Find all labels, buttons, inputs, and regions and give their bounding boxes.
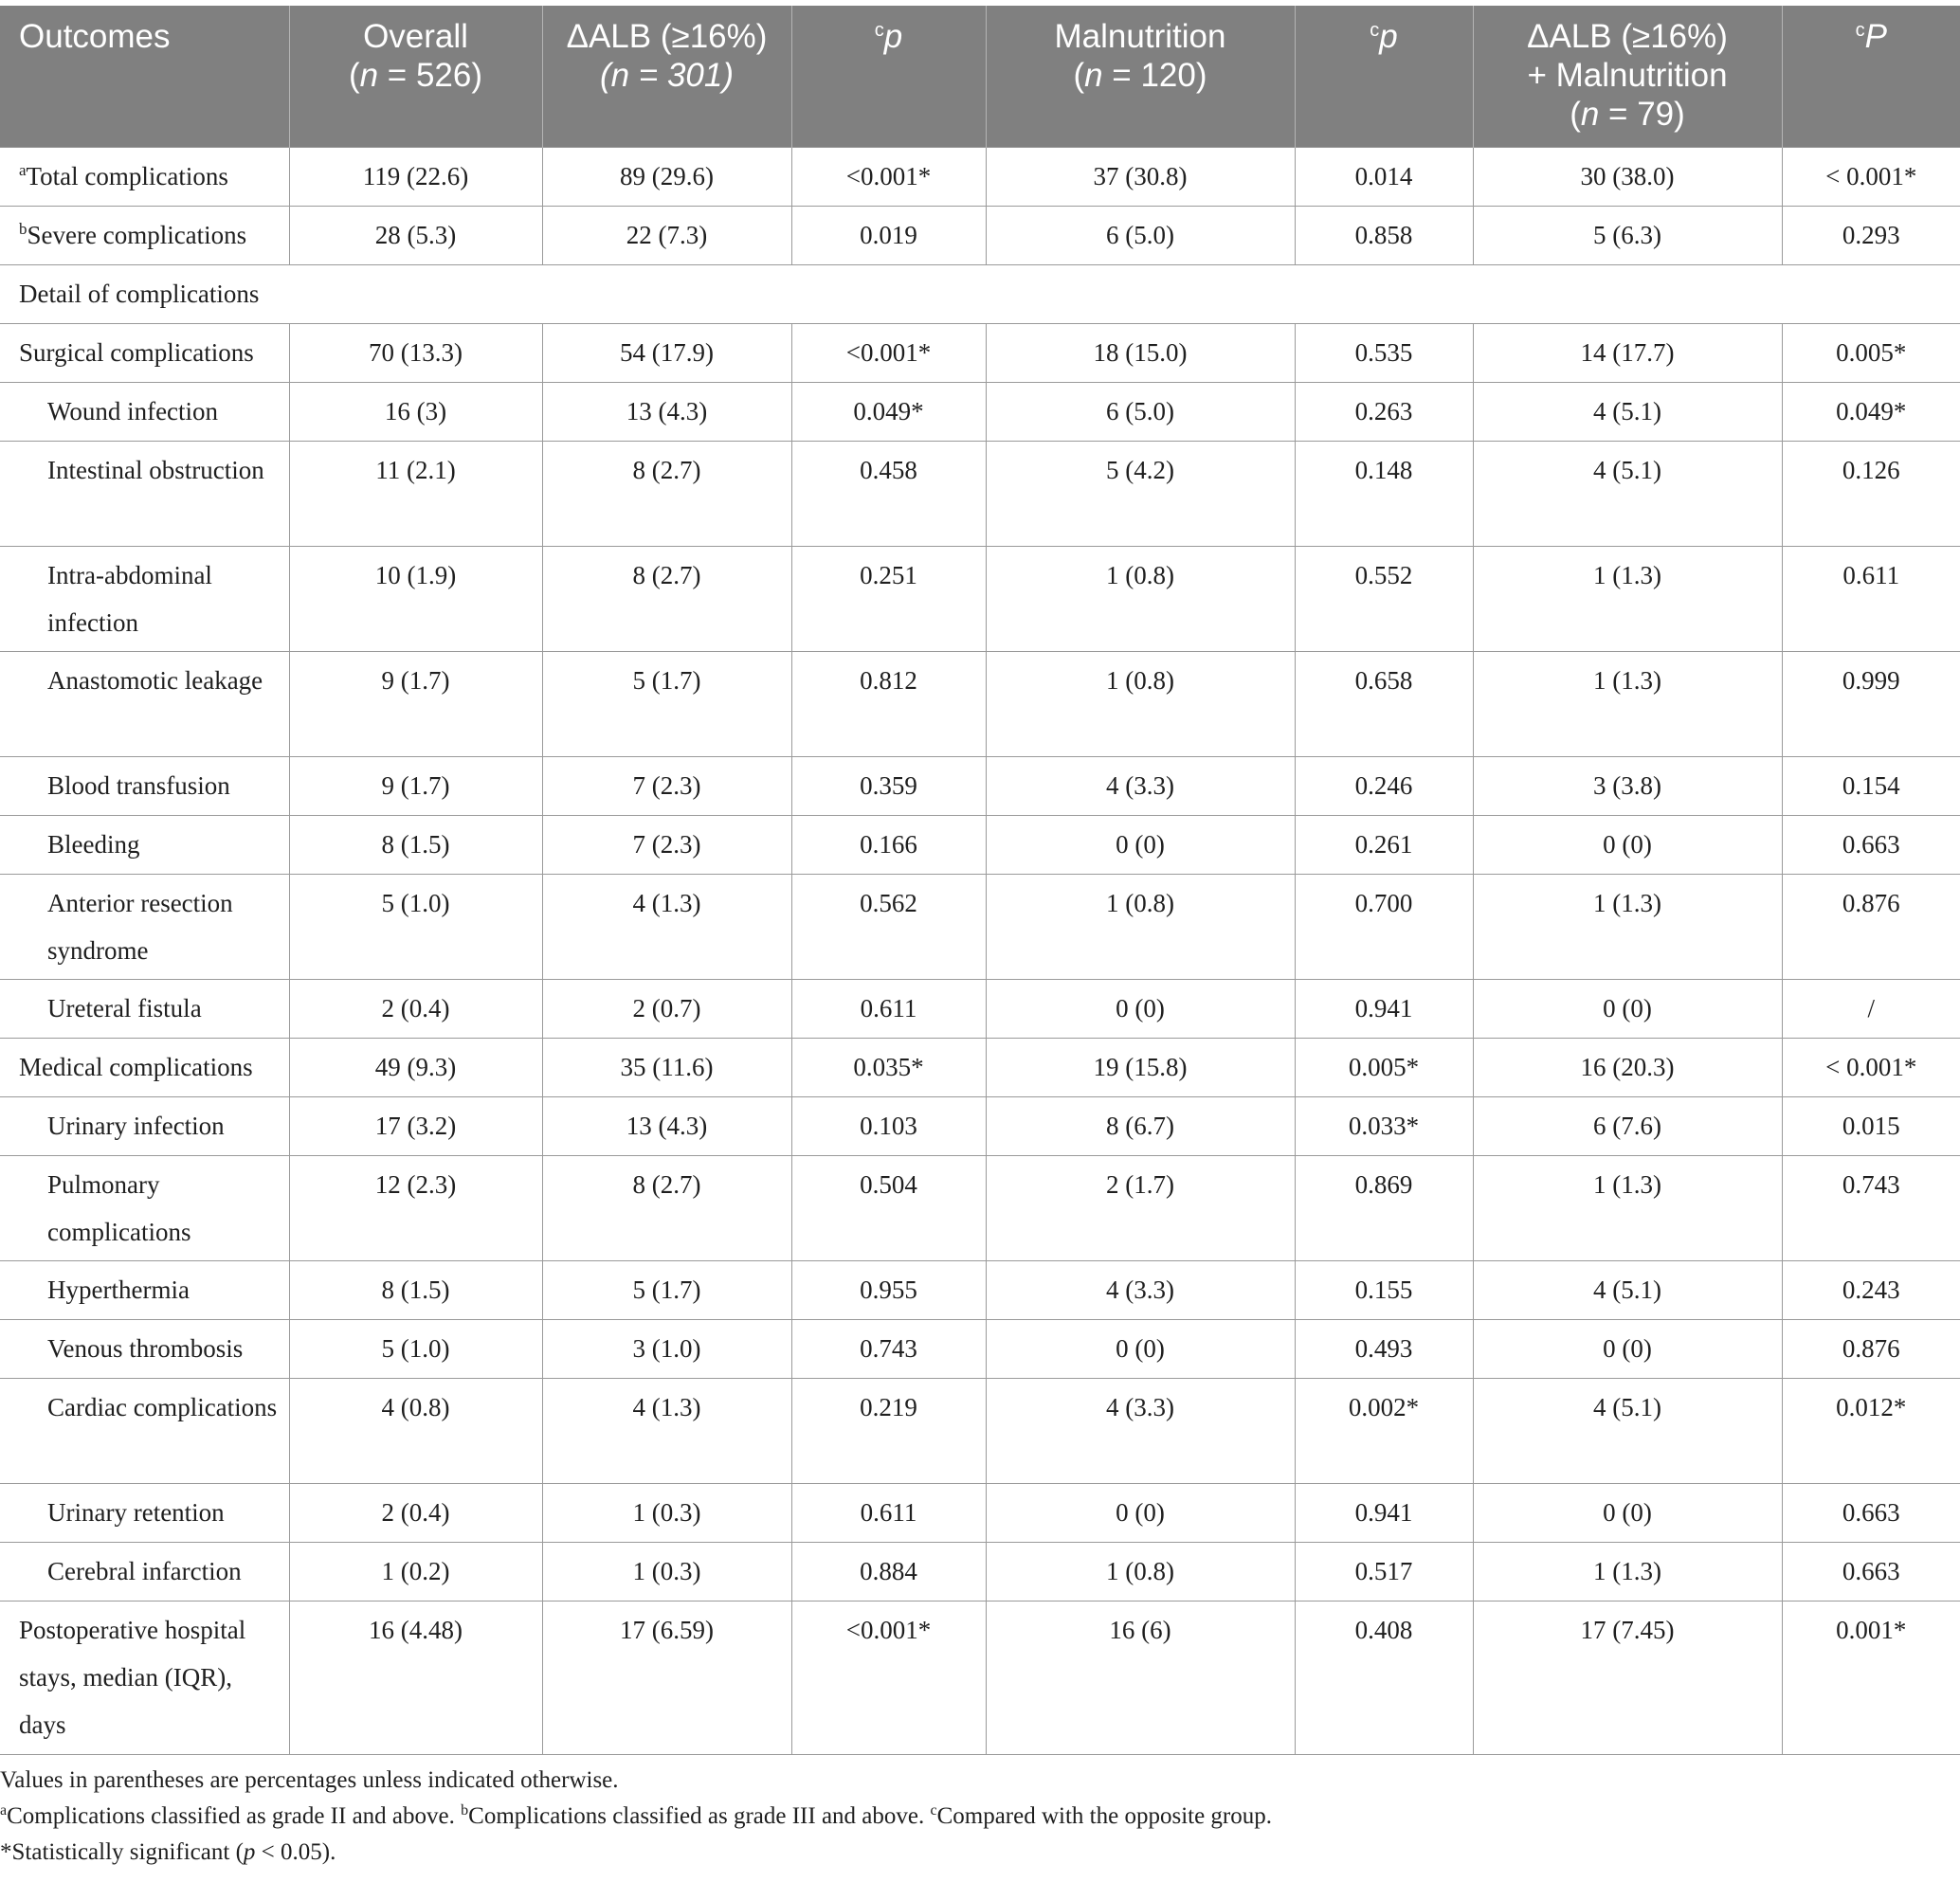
p-dalb-cell: 0.035* [791, 1039, 986, 1097]
row-label [0, 442, 289, 547]
p-dalb-cell: 0.458 [791, 442, 986, 547]
p-dalb-cell: <0.001* [791, 148, 986, 207]
malnutrition-cell: 1 (0.8) [986, 875, 1295, 980]
p-combined-cell: 0.999 [1782, 652, 1960, 757]
header-overall [289, 6, 542, 148]
combined-cell: 0 (0) [1473, 980, 1782, 1039]
malnutrition-cell: 1 (0.8) [986, 652, 1295, 757]
combined-cell: 1 (1.3) [1473, 875, 1782, 980]
header-p-malnutrition-sup: c [1370, 20, 1380, 41]
row-label-text: Severe complications [27, 221, 247, 249]
p-dalb-cell: 0.562 [791, 875, 986, 980]
header-outcomes [0, 6, 289, 148]
dalb-cell: 8 (2.7) [542, 547, 791, 652]
table-row [0, 980, 1960, 1039]
overall-cell: 5 (1.0) [289, 1320, 542, 1379]
row-label [0, 980, 289, 1039]
table-row [0, 547, 1960, 652]
overall-cell: 70 (13.3) [289, 324, 542, 383]
combined-cell: 1 (1.3) [1473, 547, 1782, 652]
row-label [0, 1320, 289, 1379]
row-label-text: Cerebral infarction [47, 1557, 242, 1585]
header-p-malnutrition [1295, 6, 1473, 148]
row-label-sup: a [19, 161, 27, 179]
row-label [0, 547, 289, 652]
row-label [0, 324, 289, 383]
malnutrition-cell: 4 (3.3) [986, 1261, 1295, 1320]
row-label-text: Surgical complications [19, 338, 254, 367]
dalb-cell: 4 (1.3) [542, 1379, 791, 1484]
p-combined-cell: 0.126 [1782, 442, 1960, 547]
header-p-combined [1782, 6, 1960, 148]
dalb-cell: 8 (2.7) [542, 1156, 791, 1261]
table-row [0, 1261, 1960, 1320]
header-dalb-n: (n = 301) [599, 57, 735, 94]
malnutrition-cell: 4 (3.3) [986, 757, 1295, 816]
malnutrition-cell: 1 (0.8) [986, 1543, 1295, 1602]
header-dalb-label: ΔALB (≥16%) [566, 18, 768, 55]
p-combined-cell: 0.012* [1782, 1379, 1960, 1484]
row-label [0, 1602, 289, 1755]
p-combined-cell: 0.293 [1782, 207, 1960, 265]
combined-cell: 4 (5.1) [1473, 383, 1782, 442]
p-combined-cell: < 0.001* [1782, 1039, 1960, 1097]
row-label-text: Bleeding [47, 830, 140, 859]
p-dalb-cell: 0.611 [791, 980, 986, 1039]
p-malnutrition-cell: 0.700 [1295, 875, 1473, 980]
header-p-combined-sup: c [1855, 20, 1865, 41]
p-malnutrition-cell: 0.858 [1295, 207, 1473, 265]
p-dalb-cell: 0.166 [791, 816, 986, 875]
row-label-text: Cardiac complications [47, 1393, 278, 1421]
combined-cell: 6 (7.6) [1473, 1097, 1782, 1156]
overall-cell: 119 (22.6) [289, 148, 542, 207]
header-malnutrition-n: (n = 120) [1073, 57, 1207, 94]
malnutrition-cell: 0 (0) [986, 980, 1295, 1039]
row-label [0, 1097, 289, 1156]
malnutrition-cell: 1 (0.8) [986, 547, 1295, 652]
malnutrition-cell: 8 (6.7) [986, 1097, 1295, 1156]
table-footnotes [0, 1763, 1960, 1871]
table-row [0, 1602, 1960, 1755]
p-dalb-cell: 0.955 [791, 1261, 986, 1320]
table-row [0, 1379, 1960, 1484]
row-label [0, 207, 289, 265]
combined-cell: 4 (5.1) [1473, 1261, 1782, 1320]
overall-cell: 5 (1.0) [289, 875, 542, 980]
header-p-malnutrition-label: p [1379, 18, 1398, 55]
p-malnutrition-cell: 0.005* [1295, 1039, 1473, 1097]
table-row [0, 148, 1960, 207]
dalb-cell: 54 (17.9) [542, 324, 791, 383]
combined-cell: 0 (0) [1473, 816, 1782, 875]
combined-cell: 4 (5.1) [1473, 1379, 1782, 1484]
p-malnutrition-cell: 0.869 [1295, 1156, 1473, 1261]
combined-cell: 4 (5.1) [1473, 442, 1782, 547]
p-dalb-cell: <0.001* [791, 1602, 986, 1755]
p-combined-cell: 0.049* [1782, 383, 1960, 442]
p-malnutrition-cell: 0.408 [1295, 1602, 1473, 1755]
header-malnutrition-label: Malnutrition [1054, 18, 1226, 55]
p-malnutrition-cell: 0.535 [1295, 324, 1473, 383]
row-label-text: Hyperthermia [47, 1276, 190, 1304]
table-row [0, 1097, 1960, 1156]
p-malnutrition-cell: 0.261 [1295, 816, 1473, 875]
p-dalb-cell: 0.504 [791, 1156, 986, 1261]
combined-cell: 1 (1.3) [1473, 652, 1782, 757]
overall-cell: 17 (3.2) [289, 1097, 542, 1156]
table-row [0, 875, 1960, 980]
row-label-text: Ureteral fistula [47, 994, 202, 1022]
dalb-cell: 4 (1.3) [542, 875, 791, 980]
p-dalb-cell: 0.884 [791, 1543, 986, 1602]
header-combined [1473, 6, 1782, 148]
outcomes-table [0, 6, 1960, 1755]
row-label-text: Postoperative hospital stays, median (IQR), days [19, 1616, 246, 1739]
p-malnutrition-cell: 0.002* [1295, 1379, 1473, 1484]
overall-cell: 49 (9.3) [289, 1039, 542, 1097]
table-row [0, 207, 1960, 265]
dalb-cell: 89 (29.6) [542, 148, 791, 207]
malnutrition-cell: 5 (4.2) [986, 442, 1295, 547]
combined-cell: 3 (3.8) [1473, 757, 1782, 816]
p-malnutrition-cell: 0.941 [1295, 980, 1473, 1039]
p-combined-cell: 0.611 [1782, 547, 1960, 652]
malnutrition-cell: 0 (0) [986, 816, 1295, 875]
overall-cell: 2 (0.4) [289, 1484, 542, 1543]
p-combined-cell: < 0.001* [1782, 148, 1960, 207]
combined-cell: 5 (6.3) [1473, 207, 1782, 265]
overall-cell: 9 (1.7) [289, 652, 542, 757]
overall-cell: 12 (2.3) [289, 1156, 542, 1261]
malnutrition-cell: 37 (30.8) [986, 148, 1295, 207]
header-malnutrition [986, 6, 1295, 148]
overall-cell: 1 (0.2) [289, 1543, 542, 1602]
table-row [0, 442, 1960, 547]
p-combined-cell: 0.015 [1782, 1097, 1960, 1156]
p-malnutrition-cell: 0.517 [1295, 1543, 1473, 1602]
p-dalb-cell: 0.359 [791, 757, 986, 816]
row-label-text: Wound infection [47, 397, 219, 425]
p-combined-cell: 0.663 [1782, 1484, 1960, 1543]
p-malnutrition-cell: 0.148 [1295, 442, 1473, 547]
row-label [0, 383, 289, 442]
row-label-text: Anastomotic leakage [47, 666, 263, 695]
dalb-cell: 7 (2.3) [542, 757, 791, 816]
overall-cell: 28 (5.3) [289, 207, 542, 265]
header-overall-n: (n = 526) [348, 57, 483, 94]
row-label [0, 1379, 289, 1484]
combined-cell: 0 (0) [1473, 1484, 1782, 1543]
p-malnutrition-cell: 0.263 [1295, 383, 1473, 442]
malnutrition-cell: 6 (5.0) [986, 207, 1295, 265]
dalb-cell: 22 (7.3) [542, 207, 791, 265]
dalb-cell: 17 (6.59) [542, 1602, 791, 1755]
p-dalb-cell: 0.219 [791, 1379, 986, 1484]
p-malnutrition-cell: 0.033* [1295, 1097, 1473, 1156]
p-malnutrition-cell: 0.014 [1295, 148, 1473, 207]
p-combined-cell: 0.663 [1782, 816, 1960, 875]
p-dalb-cell: 0.743 [791, 1320, 986, 1379]
table-header [0, 6, 1960, 148]
dalb-cell: 3 (1.0) [542, 1320, 791, 1379]
row-label-text: Anterior resection syndrome [47, 889, 233, 965]
row-label-text: Intra-abdominal infection [47, 561, 212, 637]
p-dalb-cell: 0.019 [791, 207, 986, 265]
combined-cell: 16 (20.3) [1473, 1039, 1782, 1097]
header-combined-n: (n = 79) [1570, 96, 1685, 133]
table-row [0, 324, 1960, 383]
table-container [0, 6, 1960, 1755]
p-combined-cell: 0.663 [1782, 1543, 1960, 1602]
table-row [0, 652, 1960, 757]
table-row [0, 1156, 1960, 1261]
p-combined-cell: 0.005* [1782, 324, 1960, 383]
row-label [0, 1156, 289, 1261]
row-label-text: Blood transfusion [47, 771, 230, 800]
row-label-text: Total complications [26, 162, 228, 190]
p-combined-cell: 0.876 [1782, 1320, 1960, 1379]
header-outcomes-label: Outcomes [19, 18, 171, 55]
p-dalb-cell: 0.611 [791, 1484, 986, 1543]
dalb-cell: 1 (0.3) [542, 1543, 791, 1602]
p-malnutrition-cell: 0.155 [1295, 1261, 1473, 1320]
p-dalb-cell: 0.812 [791, 652, 986, 757]
dalb-cell: 2 (0.7) [542, 980, 791, 1039]
dalb-cell: 8 (2.7) [542, 442, 791, 547]
p-malnutrition-cell: 0.658 [1295, 652, 1473, 757]
p-malnutrition-cell: 0.552 [1295, 547, 1473, 652]
dalb-cell: 7 (2.3) [542, 816, 791, 875]
p-combined-cell: 0.243 [1782, 1261, 1960, 1320]
malnutrition-cell: 0 (0) [986, 1320, 1295, 1379]
p-dalb-cell: 0.251 [791, 547, 986, 652]
dalb-cell: 13 (4.3) [542, 383, 791, 442]
combined-cell: 1 (1.3) [1473, 1543, 1782, 1602]
p-malnutrition-cell: 0.246 [1295, 757, 1473, 816]
header-combined-label2: + Malnutrition [1527, 57, 1728, 94]
table-row [0, 1543, 1960, 1602]
footnote-values: Values in parentheses are percentages unless indicated otherwise. [0, 1767, 619, 1793]
header-p-dalb-label: p [883, 18, 903, 55]
malnutrition-cell: 4 (3.3) [986, 1379, 1295, 1484]
dalb-cell: 13 (4.3) [542, 1097, 791, 1156]
p-dalb-cell: 0.049* [791, 383, 986, 442]
overall-cell: 8 (1.5) [289, 816, 542, 875]
row-label [0, 652, 289, 757]
p-combined-cell: / [1782, 980, 1960, 1039]
p-dalb-cell: 0.103 [791, 1097, 986, 1156]
p-malnutrition-cell: 0.493 [1295, 1320, 1473, 1379]
p-dalb-cell: <0.001* [791, 324, 986, 383]
dalb-cell: 5 (1.7) [542, 1261, 791, 1320]
header-row [0, 6, 1960, 148]
row-label [0, 1039, 289, 1097]
table-row [0, 1039, 1960, 1097]
overall-cell: 16 (3) [289, 383, 542, 442]
row-label-sup: b [19, 220, 27, 238]
header-p-combined-label: P [1864, 18, 1887, 55]
table-row [0, 757, 1960, 816]
malnutrition-cell: 6 (5.0) [986, 383, 1295, 442]
table-row [0, 1320, 1960, 1379]
table-body [0, 148, 1960, 1755]
overall-cell: 10 (1.9) [289, 547, 542, 652]
combined-cell: 30 (38.0) [1473, 148, 1782, 207]
malnutrition-cell: 19 (15.8) [986, 1039, 1295, 1097]
malnutrition-cell: 2 (1.7) [986, 1156, 1295, 1261]
p-combined-cell: 0.001* [1782, 1602, 1960, 1755]
p-combined-cell: 0.154 [1782, 757, 1960, 816]
dalb-cell: 5 (1.7) [542, 652, 791, 757]
p-combined-cell: 0.743 [1782, 1156, 1960, 1261]
row-label [0, 1543, 289, 1602]
header-combined-label1: ΔALB (≥16%) [1527, 18, 1728, 55]
row-label-text: Urinary infection [47, 1112, 225, 1140]
row-label [0, 148, 289, 207]
combined-cell: 0 (0) [1473, 1320, 1782, 1379]
row-label-text: Medical complications [19, 1053, 253, 1081]
row-label [0, 1484, 289, 1543]
malnutrition-cell: 16 (6) [986, 1602, 1295, 1755]
row-label-text: Venous thrombosis [47, 1334, 244, 1363]
dalb-cell: 1 (0.3) [542, 1484, 791, 1543]
row-label-text: Pulmonary complications [47, 1170, 191, 1246]
footnote-grades: $^a$Complications classified as grade II and above. $^b$Complications classified as grade III and above. $^c$Compared with the opposite group. [0, 1802, 1273, 1829]
table-row [0, 1484, 1960, 1543]
malnutrition-cell: 18 (15.0) [986, 324, 1295, 383]
header-overall-label: Overall [363, 18, 468, 55]
row-label-text: Urinary retention [47, 1498, 225, 1527]
overall-cell: 9 (1.7) [289, 757, 542, 816]
header-p-dalb [791, 6, 986, 148]
row-label [0, 816, 289, 875]
overall-cell: 16 (4.48) [289, 1602, 542, 1755]
p-malnutrition-cell: 0.941 [1295, 1484, 1473, 1543]
malnutrition-cell: 0 (0) [986, 1484, 1295, 1543]
table-row [0, 816, 1960, 875]
row-label [0, 757, 289, 816]
footnote-significance: *Statistically significant (p < 0.05). [0, 1839, 336, 1865]
row-label-text: Intestinal obstruction [47, 456, 264, 484]
combined-cell: 17 (7.45) [1473, 1602, 1782, 1755]
header-p-dalb-sup: c [874, 20, 884, 41]
overall-cell: 8 (1.5) [289, 1261, 542, 1320]
table-row [0, 383, 1960, 442]
overall-cell: 4 (0.8) [289, 1379, 542, 1484]
overall-cell: 2 (0.4) [289, 980, 542, 1039]
header-dalb [542, 6, 791, 148]
combined-cell: 14 (17.7) [1473, 324, 1782, 383]
section-heading: Detail of complications [0, 265, 1960, 324]
dalb-cell: 35 (11.6) [542, 1039, 791, 1097]
overall-cell: 11 (2.1) [289, 442, 542, 547]
row-label [0, 875, 289, 980]
table-row [0, 265, 1960, 324]
row-label [0, 1261, 289, 1320]
p-combined-cell: 0.876 [1782, 875, 1960, 980]
combined-cell: 1 (1.3) [1473, 1156, 1782, 1261]
